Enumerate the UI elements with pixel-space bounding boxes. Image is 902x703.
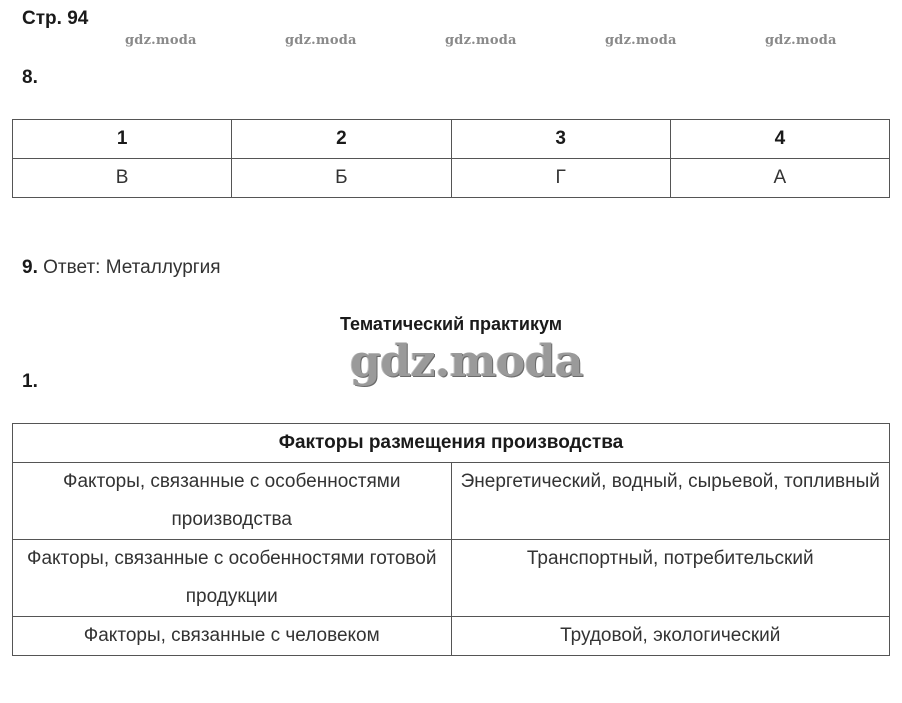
table-cell: Г — [451, 159, 670, 198]
watermark-small: gdz.moda — [765, 33, 837, 48]
table-header-cell: 1 — [13, 120, 232, 159]
factor-list-cell: Транспортный, потребительский — [451, 540, 890, 617]
table-cell: Б — [232, 159, 451, 198]
section-title: Тематический практикум — [339, 314, 563, 334]
table-row — [13, 463, 890, 540]
table-cell: В — [13, 159, 232, 198]
table-row — [13, 540, 890, 617]
task-8-number: 8. — [22, 67, 38, 88]
watermark-large: gdz.moda — [350, 336, 584, 387]
factor-group-cell: Факторы, связанные с человеком — [13, 617, 452, 656]
table-header-row — [13, 120, 890, 159]
task-9-answer — [22, 257, 221, 279]
task-9-number: 9. — [22, 257, 38, 278]
watermark-small: gdz.moda — [445, 33, 517, 48]
factor-list-cell: Энергетический, водный, сырьевой, топливный — [451, 463, 890, 540]
watermark-small: gdz.moda — [125, 33, 197, 48]
page-title: Стр. 94 — [22, 8, 89, 29]
table-header-cell: 3 — [451, 120, 670, 159]
watermark-small: gdz.moda — [285, 33, 357, 48]
factor-group-cell: Факторы, связанные с особенностями производства — [13, 463, 452, 540]
factor-list-cell: Трудовой, экологический — [451, 617, 890, 656]
table-header-row — [13, 424, 890, 463]
table-header-cell: 4 — [670, 120, 889, 159]
factor-group-cell: Факторы, связанные с особенностями готовой продукции — [13, 540, 452, 617]
table-header-cell: 2 — [232, 120, 451, 159]
table-row — [13, 617, 890, 656]
task-9-answer-text: Ответ: Металлургия — [43, 257, 221, 278]
task-1-number: 1. — [22, 371, 38, 392]
task-8-answer-table — [12, 119, 890, 198]
watermark-small: gdz.moda — [605, 33, 677, 48]
table-row — [13, 159, 890, 198]
table-cell: А — [670, 159, 889, 198]
production-factors-table — [12, 423, 890, 656]
table-title: Факторы размещения производства — [13, 424, 890, 463]
